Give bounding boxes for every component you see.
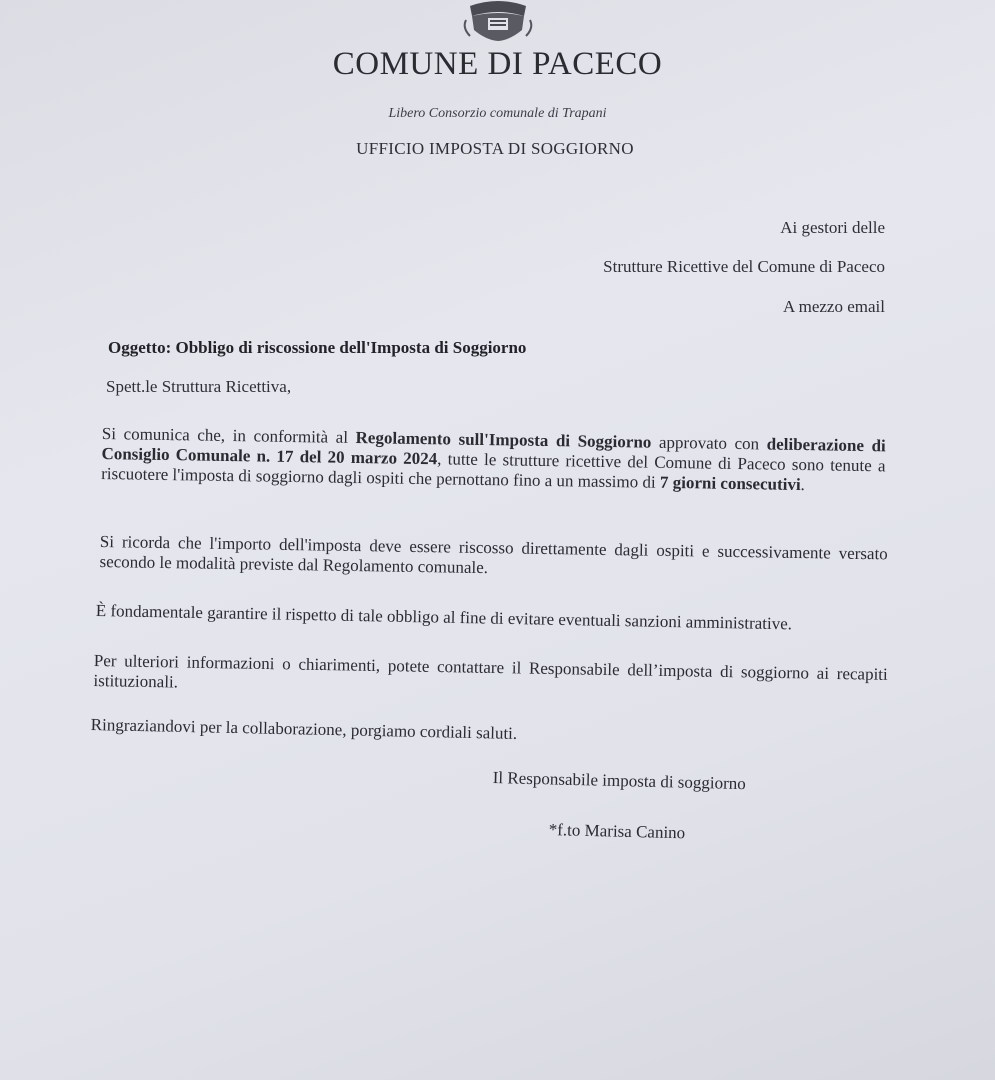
recipient-line-2: Strutture Ricettive del Comune di Paceco [603, 257, 885, 276]
municipal-crest-icon [462, 0, 534, 42]
office-name: UFFICIO IMPOSTA DI SOGGIORNO [356, 139, 634, 158]
paragraph1-text-4: . [800, 474, 806, 495]
signatory-title: Il Responsabile imposta di soggiorno [492, 768, 747, 794]
regulation-name: Regolamento sull'Imposta di Soggiorno [355, 427, 652, 452]
letter-subject: Oggetto: Obbligo di riscossione dell'Imposta di Soggiorno [108, 338, 527, 357]
paragraph1-text-2: approvato con [651, 432, 767, 454]
paragraph1-text-1: Si comunica che, in conformità al [101, 424, 356, 447]
paragraph-obligation: È fondamentale garantire il rispetto di tale obbligo al fine di evitare eventuali sanzioni amministrative. [95, 601, 793, 634]
recipient-line-3: A mezzo email [783, 297, 885, 316]
paragraph-contact: Per ulteriori informazioni o chiarimenti, potete contattare il Responsabile dell’imposta di soggiorno ai recapiti istituzionali. [93, 651, 888, 692]
salutation: Spett.le Struttura Ricettiva, [106, 377, 292, 396]
closing-greeting: Ringraziandovi per la collaborazione, porgiamo cordiali saluti. [90, 715, 518, 743]
recipient-line-1: Ai gestori delle [780, 218, 885, 237]
signatory-name: *f.to Marisa Canino [548, 820, 686, 843]
municipality-title: COMUNE DI PACECO [332, 46, 663, 82]
consortium-subtitle: Libero Consorzio comunale di Trapani [388, 106, 607, 121]
max-days: 7 giorni consecutivi [659, 472, 801, 494]
paragraph1-text-3: , tutte le strutture ricettive del Comune di Paceco sono tenute a riscuotere l'imposta di soggiorno dagli ospiti che pernottano fino a un massimo di [101, 449, 886, 492]
paragraph-collection: Si ricorda che l'importo dell'imposta deve essere riscosso direttamente dagli ospiti e successivamente versato secondo le modalità previste dal Regolamento comunale. [99, 532, 888, 578]
paragraph-regulation [101, 424, 886, 496]
council-deliberation: deliberazione di Consiglio Comunale n. 17 del 20 marzo 2024 [101, 434, 886, 469]
